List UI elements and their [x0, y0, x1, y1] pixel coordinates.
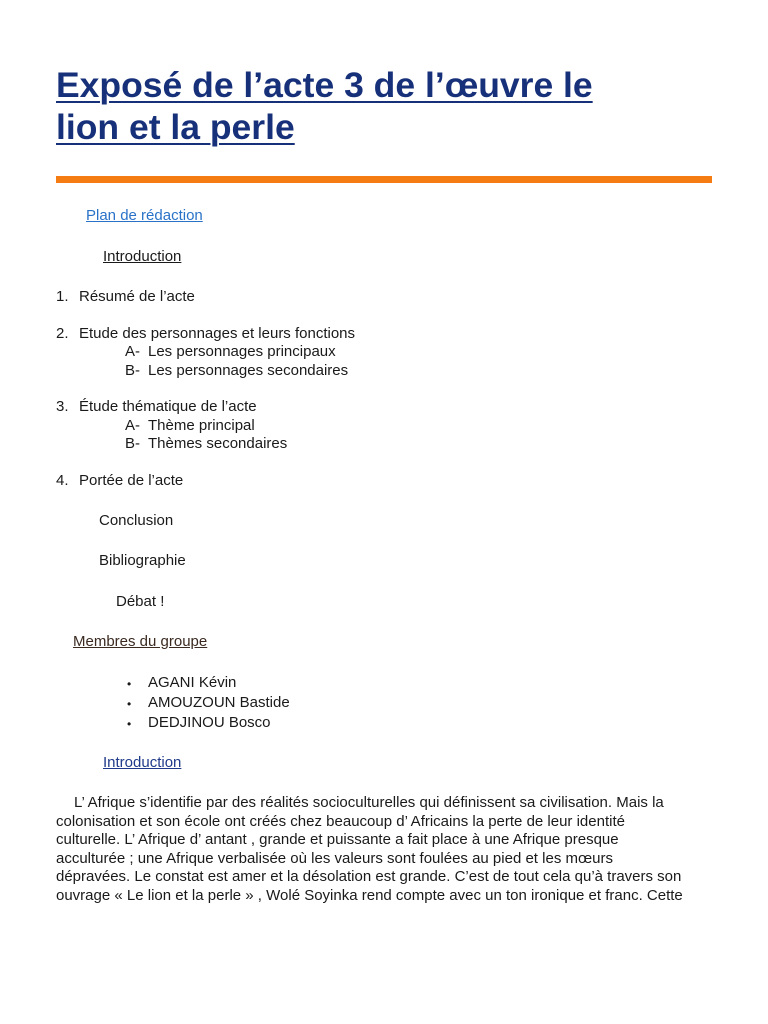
section-2-sub-b-label: Les personnages secondaires [148, 362, 349, 379]
section-2-sub-a-label: Les personnages principaux [148, 343, 336, 360]
introduction-paragraph [56, 794, 716, 906]
section-3-sub-a-label: Thème principal [148, 417, 255, 434]
intro-line-2: colonisation et son école ont créés chez beaucoup d’ Africains la perte de leur identité [56, 812, 625, 830]
intro-line-3: culturelle. L’ Afrique d’ antant , grande et puissante a fait place à une Afrique presque [56, 831, 619, 849]
plan-heading[interactable]: Plan de rédaction [86, 207, 203, 224]
section-2-label: Etude des personnages et leurs fonctions [79, 325, 356, 342]
introduction-heading[interactable]: Introduction [103, 754, 182, 771]
member-3-bullet: • [127, 717, 132, 731]
section-4-number: 4. [56, 472, 69, 489]
intro-line-5: dépravées. Le constat est amer et la désolation est grande. C’est de tout cela qu’à travers son [56, 868, 682, 886]
member-3: DEDJINOU Bosco [148, 714, 271, 731]
outline-bibliographie: Bibliographie [99, 552, 186, 569]
member-2-bullet: • [127, 697, 132, 711]
title-rule [56, 176, 712, 183]
member-1: AGANI Kévin [148, 674, 237, 691]
outline-conclusion: Conclusion [99, 512, 174, 529]
section-4-label: Portée de l’acte [79, 472, 184, 489]
section-2-sub-a-marker: A- [125, 343, 140, 360]
section-2-sub-b-marker: B- [125, 362, 140, 379]
intro-line-4: acculturée ; une Afrique verbalisée où les valeurs sont foulées au pied et les mœurs [56, 849, 613, 867]
intro-line-6: ouvrage « Le lion et la perle » , Wolé Soyinka rend compte avec un ton ironique et franc. Cette [56, 886, 683, 904]
outline-debat: Débat ! [116, 593, 165, 610]
member-1-bullet: • [127, 677, 132, 691]
section-3-sub-b-label: Thèmes secondaires [148, 435, 288, 452]
member-2: AMOUZOUN Bastide [148, 694, 290, 711]
section-1-label: Résumé de l’acte [79, 288, 195, 305]
section-2-number: 2. [56, 325, 69, 342]
section-3-sub-a-marker: A- [125, 417, 140, 434]
intro-line-1: L’ Afrique s’identifie par des réalités socioculturelles qui définissent sa civilisation. Mais la [74, 794, 664, 811]
section-3-label: Étude thématique de l’acte [79, 398, 257, 415]
document-title: Exposé de l’acte 3 de l’œuvre le lion et la perle [56, 65, 593, 147]
section-1-number: 1. [56, 288, 69, 305]
section-3-sub-b-marker: B- [125, 435, 140, 452]
members-heading: Membres du groupe [73, 633, 208, 650]
outline-introduction: Introduction [103, 248, 182, 265]
section-3-number: 3. [56, 398, 69, 415]
